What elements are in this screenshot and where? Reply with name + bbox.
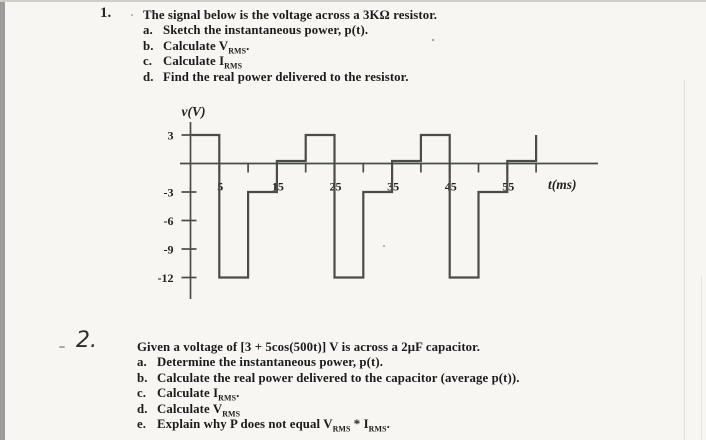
subscript-text: RMS	[228, 46, 247, 56]
scan-speckle	[383, 245, 385, 247]
item-label: b.	[137, 370, 148, 385]
item-text: Calculate $I_{RMS}$	[163, 54, 243, 71]
y-tick-label: -3	[163, 185, 174, 200]
y-tick-label: 3	[167, 128, 174, 143]
x-tick-label: 45	[444, 179, 457, 194]
problem-1-number: 1.	[100, 5, 112, 21]
scan-speckle	[131, 14, 133, 16]
item-label: c.	[143, 54, 153, 69]
problem-item	[137, 386, 657, 401]
item-label: e.	[137, 417, 147, 432]
subscript-text: RMS	[332, 424, 351, 434]
y-axis-title: v(V)	[181, 104, 206, 119]
item-label: a.	[137, 355, 147, 370]
subscript-text: RMS	[224, 61, 243, 71]
x-tick-label: 55	[502, 179, 515, 194]
x-tick-label: 15	[271, 179, 284, 194]
problem-item	[137, 402, 657, 417]
subscript-text: RMS	[368, 424, 387, 434]
item-text: Calculate the real power delivered to the capacitor (average p(t)).	[157, 370, 520, 385]
item-text: Sketch the instantaneous power, p(t).	[163, 23, 369, 38]
item-text: Calculate $V_{RMS}$	[157, 401, 241, 419]
scan-dash-mark	[59, 346, 65, 348]
item-text: Calculate $I_{RMS}$.	[157, 386, 240, 403]
y-tick-label: -12	[157, 271, 174, 285]
problem-2-items	[137, 355, 657, 432]
item-label: d.	[143, 69, 154, 84]
problem-1-intro: The signal below is the voltage across a 3KΩ resistor.	[143, 8, 438, 22]
item-text: Determine the instantaneous power, p(t).	[157, 355, 384, 370]
problem-2-body	[137, 340, 657, 432]
x-tick-label: 25	[329, 179, 342, 194]
problem-item	[137, 371, 657, 386]
y-tick-label: -6	[163, 214, 174, 228]
item-label: a.	[143, 23, 153, 38]
subscript-text: RMS	[218, 393, 237, 403]
item-label: c.	[137, 386, 147, 401]
problem-item	[137, 355, 657, 370]
item-text: Explain why P does not equal $V_{RMS} * I_{RMS}$.	[157, 417, 390, 434]
item-text: Find the real power delivered to the resistor.	[163, 69, 409, 84]
voltage-waveform	[191, 135, 537, 278]
problem-item	[137, 417, 657, 432]
y-tick-label: -9	[163, 242, 174, 257]
problem-2-intro: Given a voltage of [3 + 5cos(500t)] V is across a 2μF capacitor.	[137, 340, 481, 354]
item-text: Calculate $V_{RMS}$.	[163, 38, 250, 56]
item-label: d.	[137, 401, 148, 416]
scan-speckle	[432, 39, 434, 41]
problem-2-number: 2.	[76, 328, 97, 353]
item-label: b.	[143, 38, 154, 53]
x-tick-label: 5	[217, 179, 224, 194]
x-tick-label: 35	[387, 179, 400, 194]
x-axis-title: t(ms)	[548, 177, 577, 192]
subscript-text: RMS	[222, 409, 241, 419]
